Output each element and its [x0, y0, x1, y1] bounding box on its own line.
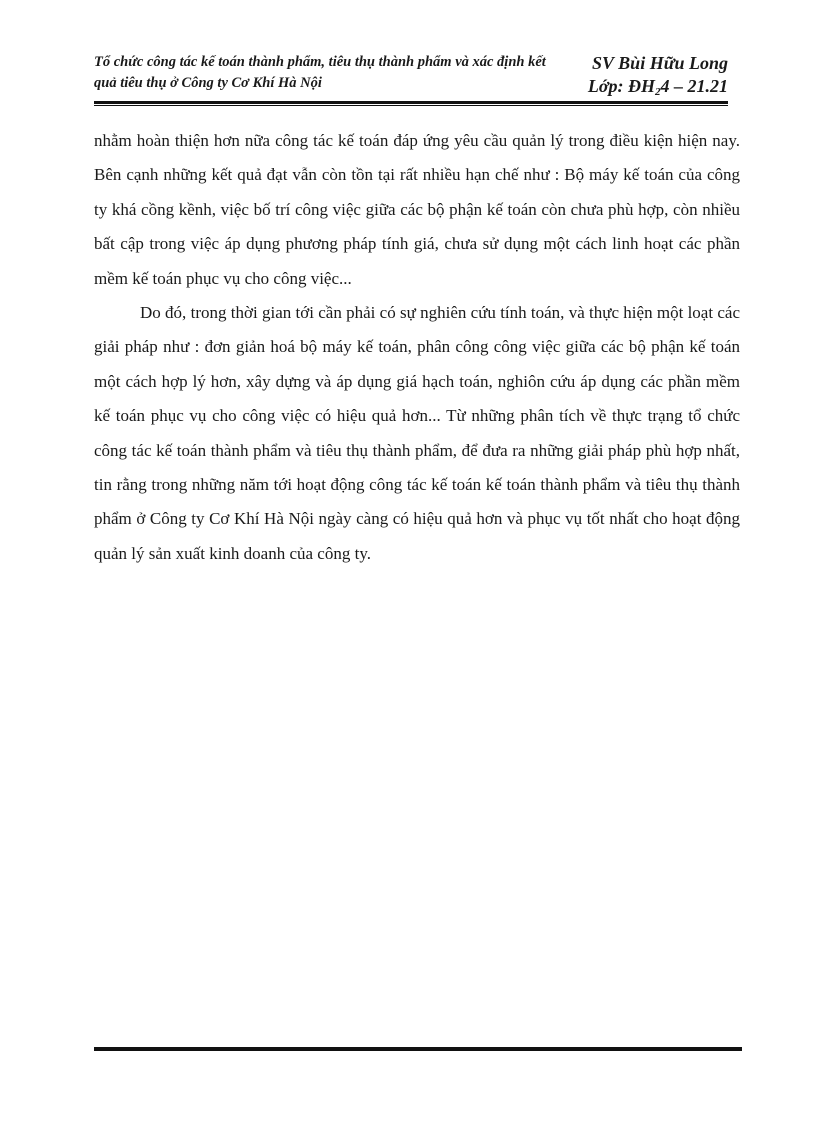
header-divider	[94, 101, 728, 106]
paragraph-continuation: nhằm hoàn thiện hơn nữa công tác kế toán đáp ứng yêu cầu quản lý trong điều kiện hiện nay. Bên cạnh những kết quả đạt vẫn còn tồn tại rất nhiều hạn chế như : Bộ máy kế toán của công ty khá cồng kềnh, việc bố trí công việc giữa các bộ phận kế toán còn chưa phù hợp, còn nhiều bất cập trong việc áp dụng phương pháp tính giá, chưa sử dụng một cách linh hoạt các phần mềm kế toán phục vụ cho công việc...	[94, 131, 740, 288]
page-header	[94, 52, 728, 100]
header-class-prefix: Lớp: ĐH	[587, 76, 655, 96]
paragraph-conclusion: Do đó, trong thời gian tới cần phải có sự nghiên cứu tính toán, và thực hiện một loạt các giải pháp như : đơn giản hoá bộ máy kế toán, phân công công việc giữa các bộ phận kế toán một cách hợp lý hơn, xây dựng và áp dụng giá hạch toán, nghiôn cứu áp dụng các phần mềm kế toán phục vụ cho công việc có hiệu quả hơn... Từ những phân tích về thực trạng tổ chức công tác kế toán thành phẩm và tiêu thụ thành phẩm, để đưa ra những giải pháp phù hợp nhất, tin rằng trong những năm tới hoạt động công tác kế toán kế toán thành phẩm và tiêu thụ thành phẩm ở Công ty Cơ Khí Hà Nội ngày càng có hiệu quả hơn và phục vụ tốt nhất cho hoạt động quản lý sản xuất kinh doanh của công ty.	[94, 303, 740, 563]
document-body	[94, 124, 740, 571]
header-class-suffix: 4 – 21.21	[660, 76, 728, 96]
header-class	[558, 75, 728, 98]
header-class-subscript: 2	[655, 86, 661, 98]
header-author-block	[558, 52, 728, 98]
header-title: Tổ chức công tác kế toán thành phẩm, tiêu thụ thành phẩm và xác định kết quả tiêu thụ ở Công ty Cơ Khí Hà Nội	[94, 54, 546, 91]
footer-divider	[94, 1047, 742, 1051]
header-student-name: SV Bùi Hữu Long	[591, 53, 728, 73]
